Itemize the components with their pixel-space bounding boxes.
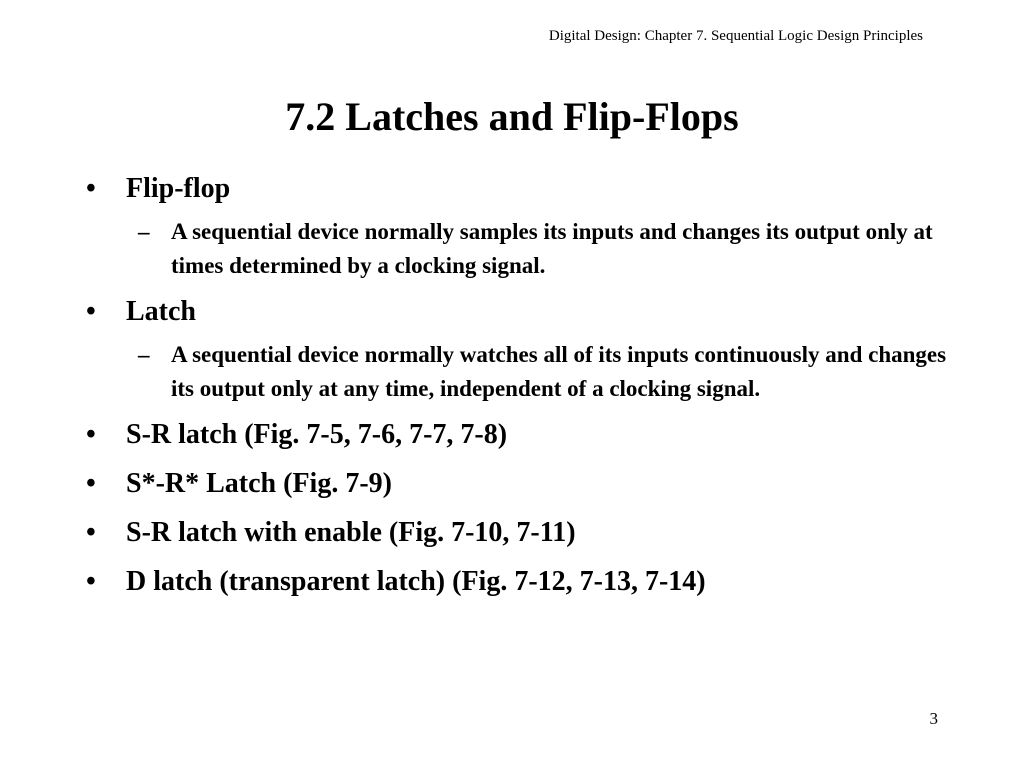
dash-marker: – (138, 219, 150, 244)
bullet-item (86, 559, 956, 605)
running-header: Digital Design: Chapter 7. Sequential Logic Design Principles (548, 28, 923, 44)
bullet-item (86, 461, 956, 507)
bullet-item (86, 289, 956, 335)
bullet-text: S*-R* Latch (Fig. 7-9) (126, 468, 392, 499)
bullet-marker: • (86, 468, 96, 499)
sub-bullet-item (86, 338, 956, 406)
bullet-text: D latch (transparent latch) (Fig. 7-12, 7-13, 7-14) (126, 566, 706, 597)
bullet-marker: • (86, 173, 96, 204)
bullet-text: S-R latch with enable (Fig. 7-10, 7-11) (126, 517, 576, 548)
bullet-text: Flip-flop (126, 173, 231, 204)
dash-marker: – (138, 342, 150, 367)
slide-content (86, 166, 956, 608)
sub-bullet-text: A sequential device normally samples its inputs and changes its output only at times determined by a clocking signal. (171, 219, 933, 278)
sub-bullet-item (86, 215, 956, 283)
bullet-item (86, 510, 956, 556)
bullet-marker: • (86, 296, 96, 327)
bullet-text: Latch (126, 296, 196, 327)
bullet-marker: • (86, 419, 96, 450)
page-number: 3 (929, 709, 938, 728)
sub-bullet-text: A sequential device normally watches all of its inputs continuously and changes its output only at any time, independent of a clocking signal. (171, 342, 947, 401)
slide-title: 7.2 Latches and Flip-Flops (285, 94, 739, 139)
bullet-item (86, 166, 956, 212)
bullet-item (86, 412, 956, 458)
bullet-text: S-R latch (Fig. 7-5, 7-6, 7-7, 7-8) (126, 419, 508, 450)
bullet-marker: • (86, 566, 96, 597)
bullet-marker: • (86, 517, 96, 548)
